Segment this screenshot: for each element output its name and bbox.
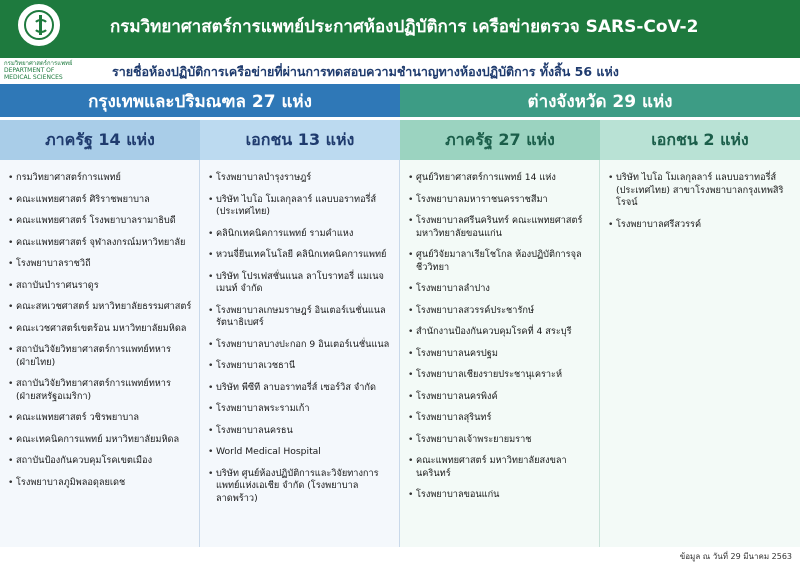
list-item: • ศูนย์วิทยาศาสตร์การแพทย์ 14 แห่ง bbox=[408, 172, 593, 185]
logo-caption: กรมวิทยาศาสตร์การแพทย์ DEPARTMENT OF MEDICAL SCIENCES bbox=[4, 60, 73, 81]
list-item: • โรงพยาบาลเวชธานี bbox=[208, 360, 393, 373]
sector-bangkok-government: ภาครัฐ 14 แห่ง bbox=[0, 120, 200, 160]
list-item: • โรงพยาบาลเชียงรายประชานุเคราะห์ bbox=[408, 369, 593, 382]
list-item: • คณะแพทยศาสตร์ โรงพยาบาลรามาธิบดี bbox=[8, 215, 193, 228]
list-item: • สถาบันวิจัยวิทยาศาสตร์การแพทย์ทหาร (ฝ่ายสหรัฐอเมริกา) bbox=[8, 378, 193, 403]
list-item: • บริษัท โปรเฟสชั่นแนล ลาโบราทอรี่ แมเนจเมนท์ จำกัด bbox=[208, 271, 393, 296]
list-item: • คณะเวชศาสตร์เขตร้อน มหาวิทยาลัยมหิดล bbox=[8, 323, 193, 336]
list-item: • สถาบันป้องกันควบคุมโรคเขตเมือง bbox=[8, 455, 193, 468]
list-item: • ศูนย์วิจัยมาลาเรียโชโกล ห้องปฏิบัติการจุลชีววิทยา bbox=[408, 249, 593, 274]
lab-list bbox=[208, 172, 393, 505]
list-item: • โรงพยาบาลสุรินทร์ bbox=[408, 412, 593, 425]
list-item: • โรงพยาบาลเกษมราษฎร์ อินเตอร์เนชั่นแนล รัตนาธิเบศร์ bbox=[208, 305, 393, 330]
column-provinces-government bbox=[400, 160, 600, 547]
lab-list bbox=[8, 172, 193, 489]
subtitle-bar bbox=[0, 58, 800, 84]
column-provinces-private bbox=[600, 160, 800, 547]
list-item: • โรงพยาบาลศรีสวรรค์ bbox=[608, 219, 794, 232]
list-item: • โรงพยาบาลบำรุงราษฎร์ bbox=[208, 172, 393, 185]
list-item: • โรงพยาบาลพระรามเก้า bbox=[208, 403, 393, 416]
list-item: • World Medical Hospital bbox=[208, 446, 393, 459]
page-subtitle: รายชื่อห้องปฏิบัติการเครือข่ายที่ผ่านการทดสอบความชำนาญทางห้องปฏิบัติการ ทั้งสิ้น 56 แห่ง bbox=[112, 64, 619, 79]
list-item: • บริษัท ไบโอ โมเลกุลลาร์ แลบบอราทอรี่ส์ (ประเทศไทย) bbox=[208, 194, 393, 219]
sector-provinces-private: เอกชน 2 แห่ง bbox=[600, 120, 800, 160]
list-item: • โรงพยาบาลเจ้าพระยายมราช bbox=[408, 434, 593, 447]
list-item: • โรงพยาบาลราชวิถี bbox=[8, 258, 193, 271]
list-item: • โรงพยาบาลลำปาง bbox=[408, 283, 593, 296]
sector-bangkok-private: เอกชน 13 แห่ง bbox=[200, 120, 400, 160]
list-item: • สถาบันวิจัยวิทยาศาสตร์การแพทย์ทหาร (ฝ่ายไทย) bbox=[8, 344, 193, 369]
department-logo bbox=[8, 4, 70, 54]
list-item: • คลินิกเทคนิคการแพทย์ รามคำแหง bbox=[208, 228, 393, 241]
list-item: • บริษัท ไบโอ โมเลกุลลาร์ แลบบอราทอรี่ส์ (ประเทศไทย) สาขาโรงพยาบาลกรุงเทพสิริโรจน์ bbox=[608, 172, 794, 210]
list-item: • โรงพยาบาลสวรรค์ประชารักษ์ bbox=[408, 305, 593, 318]
list-item: • สถาบันบำราศนราดูร bbox=[8, 280, 193, 293]
list-item: • กรมวิทยาศาสตร์การแพทย์ bbox=[8, 172, 193, 185]
list-item: • โรงพยาบาลภูมิพลอดุลยเดช bbox=[8, 477, 193, 490]
lab-list bbox=[608, 172, 794, 231]
data-date-footnote: ข้อมูล ณ วันที่ 29 มีนาคม 2563 bbox=[679, 552, 792, 561]
list-item: • คณะสหเวชศาสตร์ มหาวิทยาลัยธรรมศาสตร์ bbox=[8, 301, 193, 314]
list-item: • บริษัท ศูนย์ห้องปฏิบัติการและวิจัยทางการแพทย์แห่งเอเชีย จำกัด (โรงพยาบาลลาดพร้าว) bbox=[208, 468, 393, 506]
page-title: กรมวิทยาศาสตร์การแพทย์ประกาศห้องปฏิบัติการ เครือข่ายตรวจ SARS-CoV-2 bbox=[110, 17, 699, 37]
list-item: • โรงพยาบาลศรีนครินทร์ คณะแพทยศาสตร์ มหาวิทยาลัยขอนแก่น bbox=[408, 215, 593, 240]
region-provinces-header: ต่างจังหวัด 29 แห่ง bbox=[400, 84, 800, 120]
list-item: • คณะแพทยศาสตร์ จุฬาลงกรณ์มหาวิทยาลัย bbox=[8, 237, 193, 250]
header-banner bbox=[0, 0, 800, 58]
list-item: • โรงพยาบาลบางปะกอก 9 อินเตอร์เนชั่นแนล bbox=[208, 339, 393, 352]
list-item: • สำนักงานป้องกันควบคุมโรคที่ 4 สระบุรี bbox=[408, 326, 593, 339]
list-item: • คณะแพทยศาสตร์ ศิริราชพยาบาล bbox=[8, 194, 193, 207]
list-item: • โรงพยาบาลนครพิงค์ bbox=[408, 391, 593, 404]
column-bangkok-private bbox=[200, 160, 400, 547]
list-item: • โรงพยาบาลมหาราชนครราชสีมา bbox=[408, 194, 593, 207]
list-item: • โรงพยาบาลขอนแก่น bbox=[408, 489, 593, 502]
list-item: • โรงพยาบาลนครปฐม bbox=[408, 348, 593, 361]
list-item: • หวนจี่ยีนเทคโนโลยี คลินิกเทคนิคการแพทย์ bbox=[208, 249, 393, 262]
region-bangkok-header: กรุงเทพและปริมณฑล 27 แห่ง bbox=[0, 84, 400, 120]
list-item: • คณะเทคนิคการแพทย์ มหาวิทยาลัยมหิดล bbox=[8, 434, 193, 447]
sector-provinces-government: ภาครัฐ 27 แห่ง bbox=[400, 120, 600, 160]
list-item: • บริษัท พีซีที ลาบอราทอรี่ส์ เซอร์วิส จำกัด bbox=[208, 382, 393, 395]
emblem-icon bbox=[18, 4, 60, 46]
column-bangkok-government bbox=[0, 160, 200, 547]
lab-list bbox=[408, 172, 593, 502]
list-item: • คณะแพทยศาสตร์ มหาวิทยาลัยสงขลานครินทร์ bbox=[408, 455, 593, 480]
list-item: • โรงพยาบาลนครธน bbox=[208, 425, 393, 438]
list-item: • คณะแพทยศาสตร์ วชิรพยาบาล bbox=[8, 412, 193, 425]
